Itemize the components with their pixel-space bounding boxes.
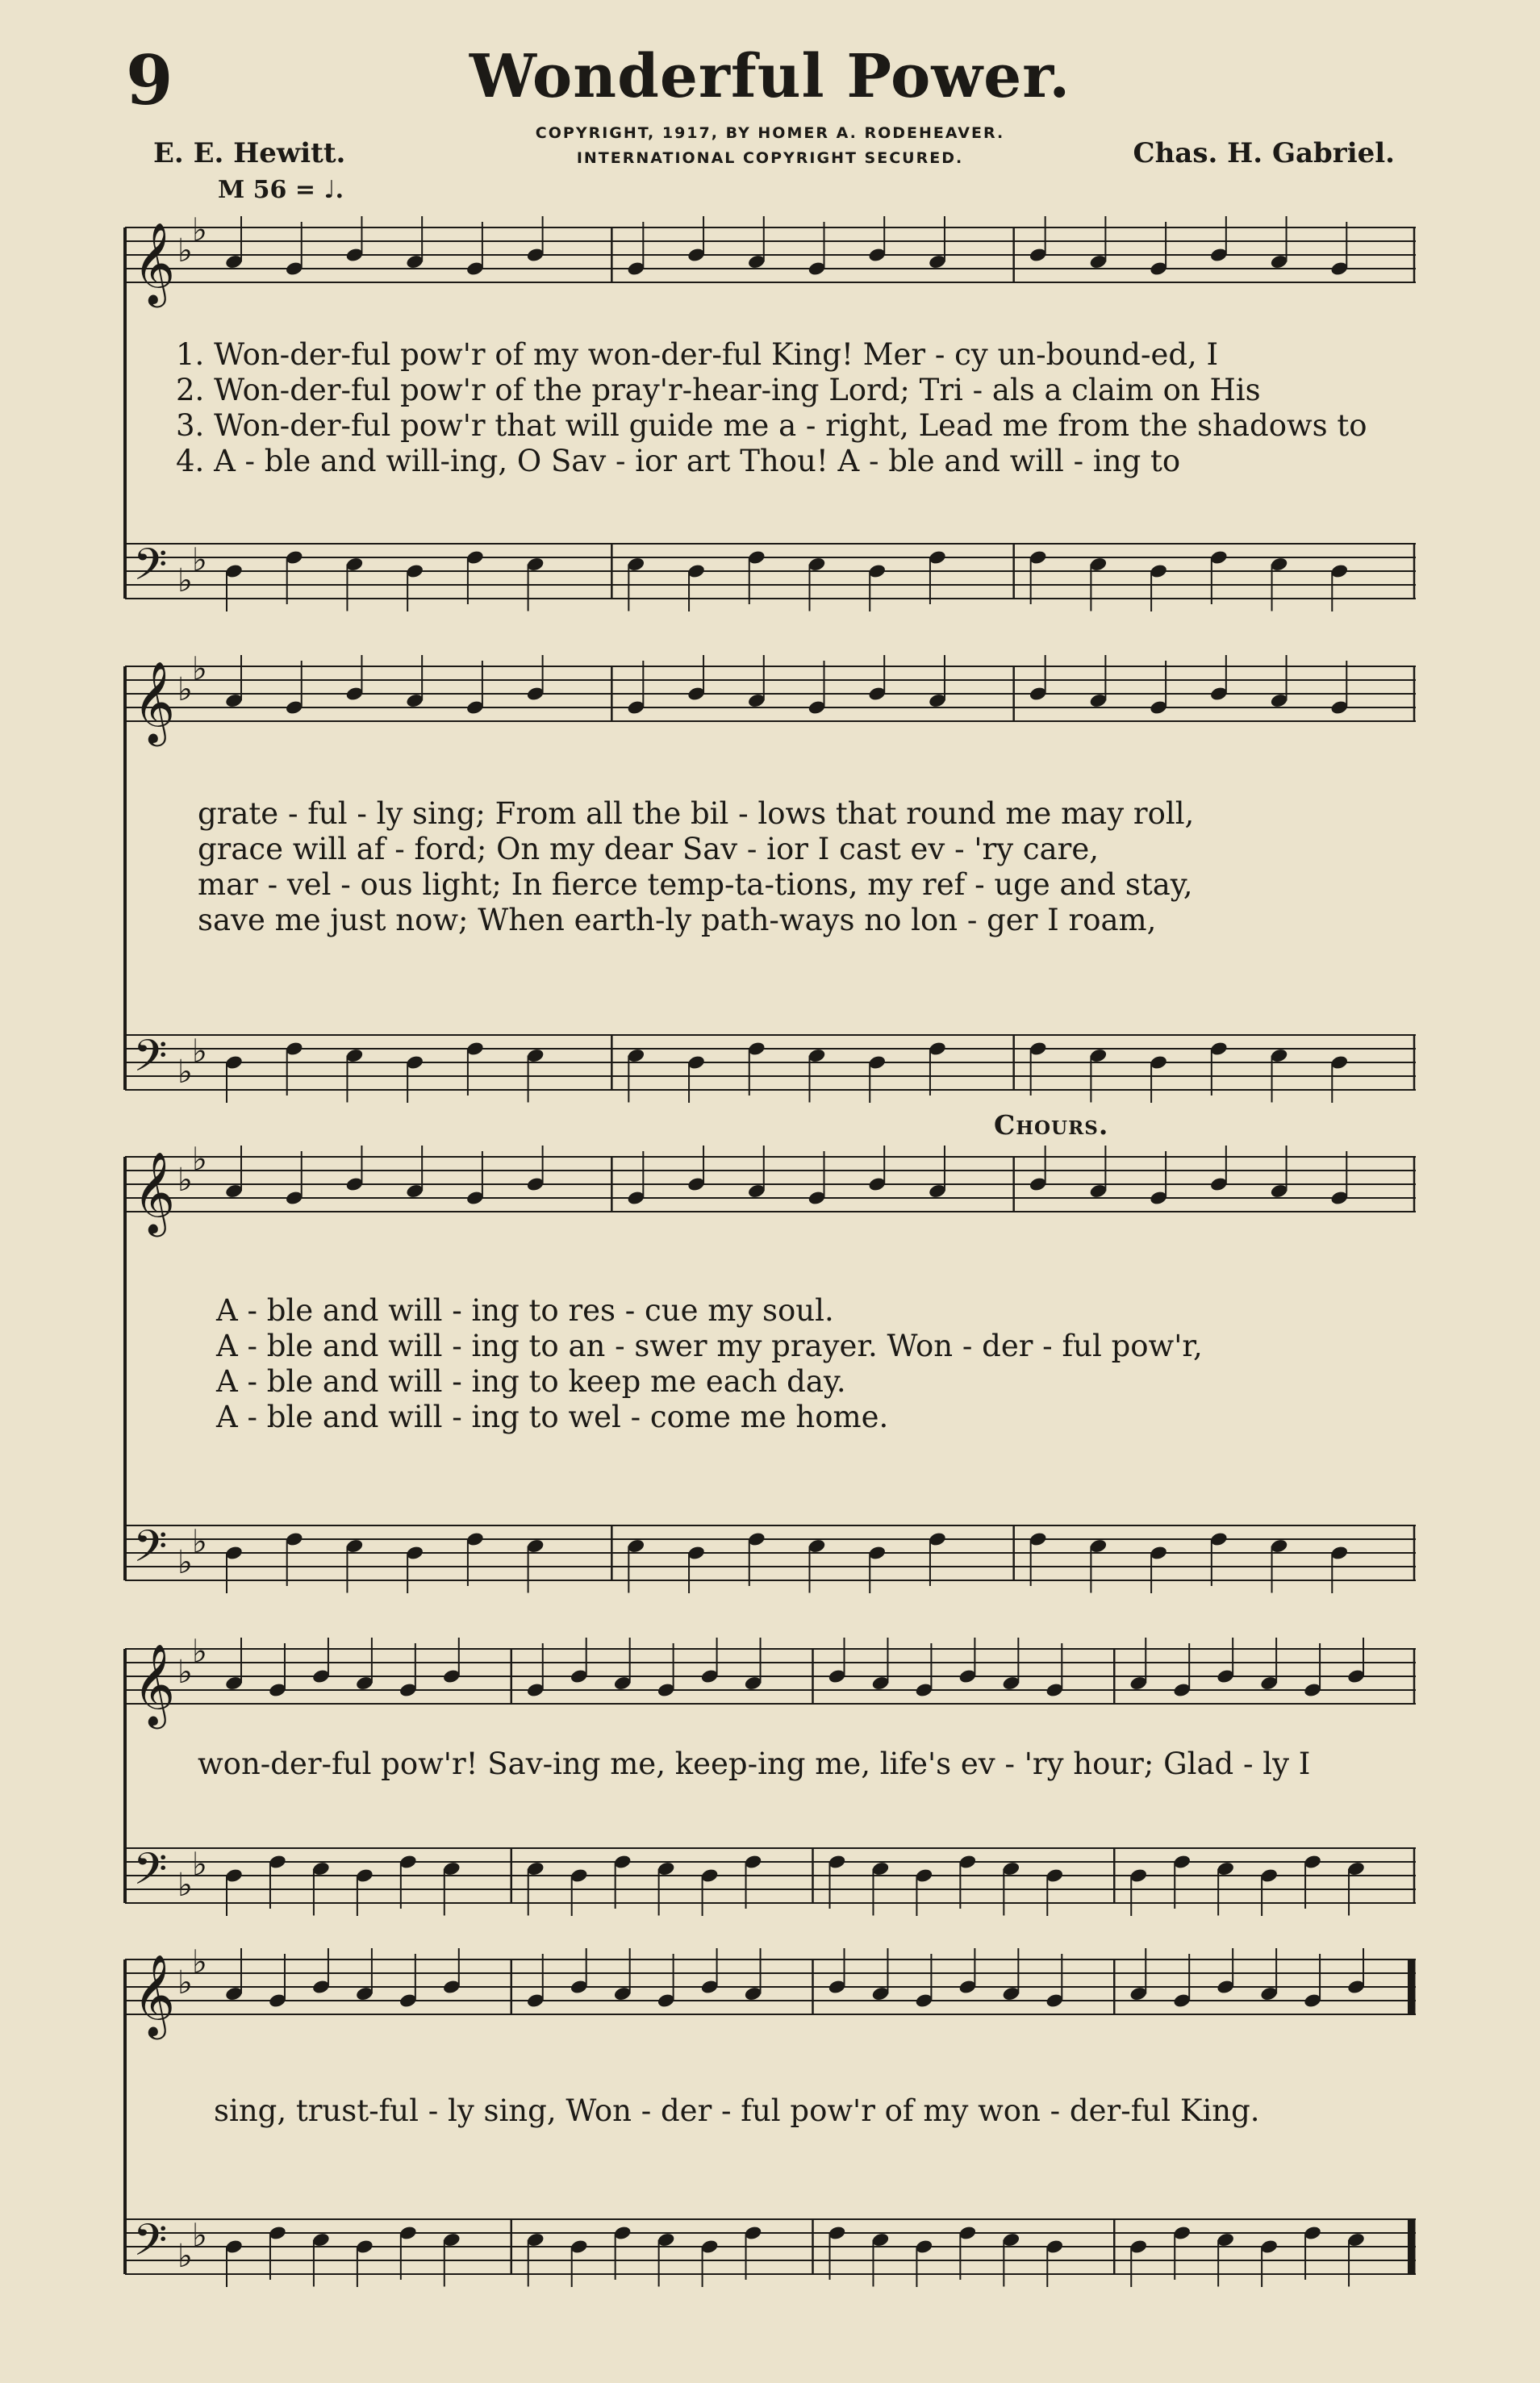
flat-icon: ♭ xyxy=(192,1846,207,1884)
chorus-label: Chours. xyxy=(994,1109,1109,1141)
final-bar-line xyxy=(1408,1959,1413,2014)
flat-icon: ♭ xyxy=(177,1964,193,2001)
flat-icon: ♭ xyxy=(177,1654,193,1691)
bass-clef-icon: 𝄢 xyxy=(133,539,168,601)
lyric-line: A - ble and will - ing to wel - come me home. xyxy=(216,1400,889,1434)
bass-clef-icon: 𝄢 xyxy=(133,1521,168,1583)
lyrics-block-5 xyxy=(214,2093,1260,2129)
treble-clef-icon: 𝄞 xyxy=(133,1642,176,1726)
flat-icon: ♭ xyxy=(192,1638,207,1671)
hymn-number: 9 xyxy=(126,40,173,120)
lyric-line: save me just now; When earth-ly path-ways no lon - ger I roam, xyxy=(198,903,1157,937)
treble-clef-icon: 𝄞 xyxy=(133,1150,176,1233)
lyric-line: 2. Won-der-ful pow'r of the pray'r-hear-ing Lord; Tri - als a claim on His xyxy=(176,373,1261,407)
lyric-line: 1. Won-der-ful pow'r of my won-der-ful King! Mer - cy un-bound-ed, I xyxy=(176,337,1219,372)
flat-icon: ♭ xyxy=(177,671,193,708)
lyric-line: 4. A - ble and will-ing, O Sav - ior art Thou! A - ble and will - ing to xyxy=(176,444,1181,478)
copyright-line-2: INTERNATIONAL COPYRIGHT SECURED. xyxy=(576,149,964,167)
flat-icon: ♭ xyxy=(177,1867,193,1904)
lyric-line: mar - vel - ous light; In fierce temp-ta-tions, my ref - uge and stay, xyxy=(198,867,1193,902)
lyric-line: grace will af - ford; On my dear Sav - ior I cast ev - 'ry care, xyxy=(198,832,1099,866)
flat-icon: ♭ xyxy=(177,1544,193,1581)
lyric-line: A - ble and will - ing to an - swer my prayer. Won - der - ful pow'r, xyxy=(216,1329,1203,1363)
bass-clef-icon: 𝄢 xyxy=(133,1030,168,1092)
lyric-line: sing, trust-ful - ly sing, Won - der - ful pow'r of my won - der-ful King. xyxy=(214,2093,1260,2128)
lyric-line: grate - ful - ly sing; From all the bil - lows that round me may roll, xyxy=(198,796,1195,831)
words-author: E. E. Hewitt. xyxy=(153,137,346,169)
lyric-line: won-der-ful pow'r! Sav-ing me, keep-ing me, life's ev - 'ry hour; Glad - ly I xyxy=(198,1747,1311,1781)
lyrics-block-3 xyxy=(216,1293,1203,1435)
flat-icon: ♭ xyxy=(192,1948,207,1981)
lyric-line: A - ble and will - ing to res - cue my soul. xyxy=(216,1293,834,1328)
flat-icon: ♭ xyxy=(177,562,193,599)
flat-icon: ♭ xyxy=(192,541,207,579)
flat-icon: ♭ xyxy=(192,1146,207,1179)
flat-icon: ♭ xyxy=(192,1523,207,1561)
flat-icon: ♭ xyxy=(192,216,207,249)
flat-icon: ♭ xyxy=(177,2238,193,2275)
flat-icon: ♭ xyxy=(177,1054,193,1091)
lyric-line: 3. Won-der-ful pow'r that will guide me a - right, Lead me from the shadows to xyxy=(176,408,1367,443)
flat-icon: ♭ xyxy=(192,1033,207,1070)
lyrics-block-4 xyxy=(198,1747,1310,1782)
bass-clef-icon: 𝄢 xyxy=(133,1843,168,1905)
treble-clef-icon: 𝄞 xyxy=(133,221,176,304)
bass-clef-icon: 𝄢 xyxy=(133,2214,168,2277)
hymn-title: Wonderful Power. xyxy=(469,42,1071,111)
music-composer: Chas. H. Gabriel. xyxy=(1133,137,1395,169)
lyrics-block-2 xyxy=(198,796,1194,938)
lyric-line: A - ble and will - ing to keep me each day. xyxy=(216,1364,846,1399)
treble-clef-icon: 𝄞 xyxy=(133,1953,176,2036)
copyright-line-1: COPYRIGHT, 1917, BY HOMER A. RODEHEAVER. xyxy=(535,124,1005,142)
flat-icon: ♭ xyxy=(177,1162,193,1199)
lyrics-block-1 xyxy=(176,337,1367,479)
final-bar-line xyxy=(1408,2219,1413,2274)
flat-icon: ♭ xyxy=(192,2217,207,2255)
tempo-marking: M 56 = ♩. xyxy=(218,176,344,204)
flat-icon: ♭ xyxy=(192,655,207,688)
flat-icon: ♭ xyxy=(177,232,193,269)
treble-clef-icon: 𝄞 xyxy=(133,660,176,743)
